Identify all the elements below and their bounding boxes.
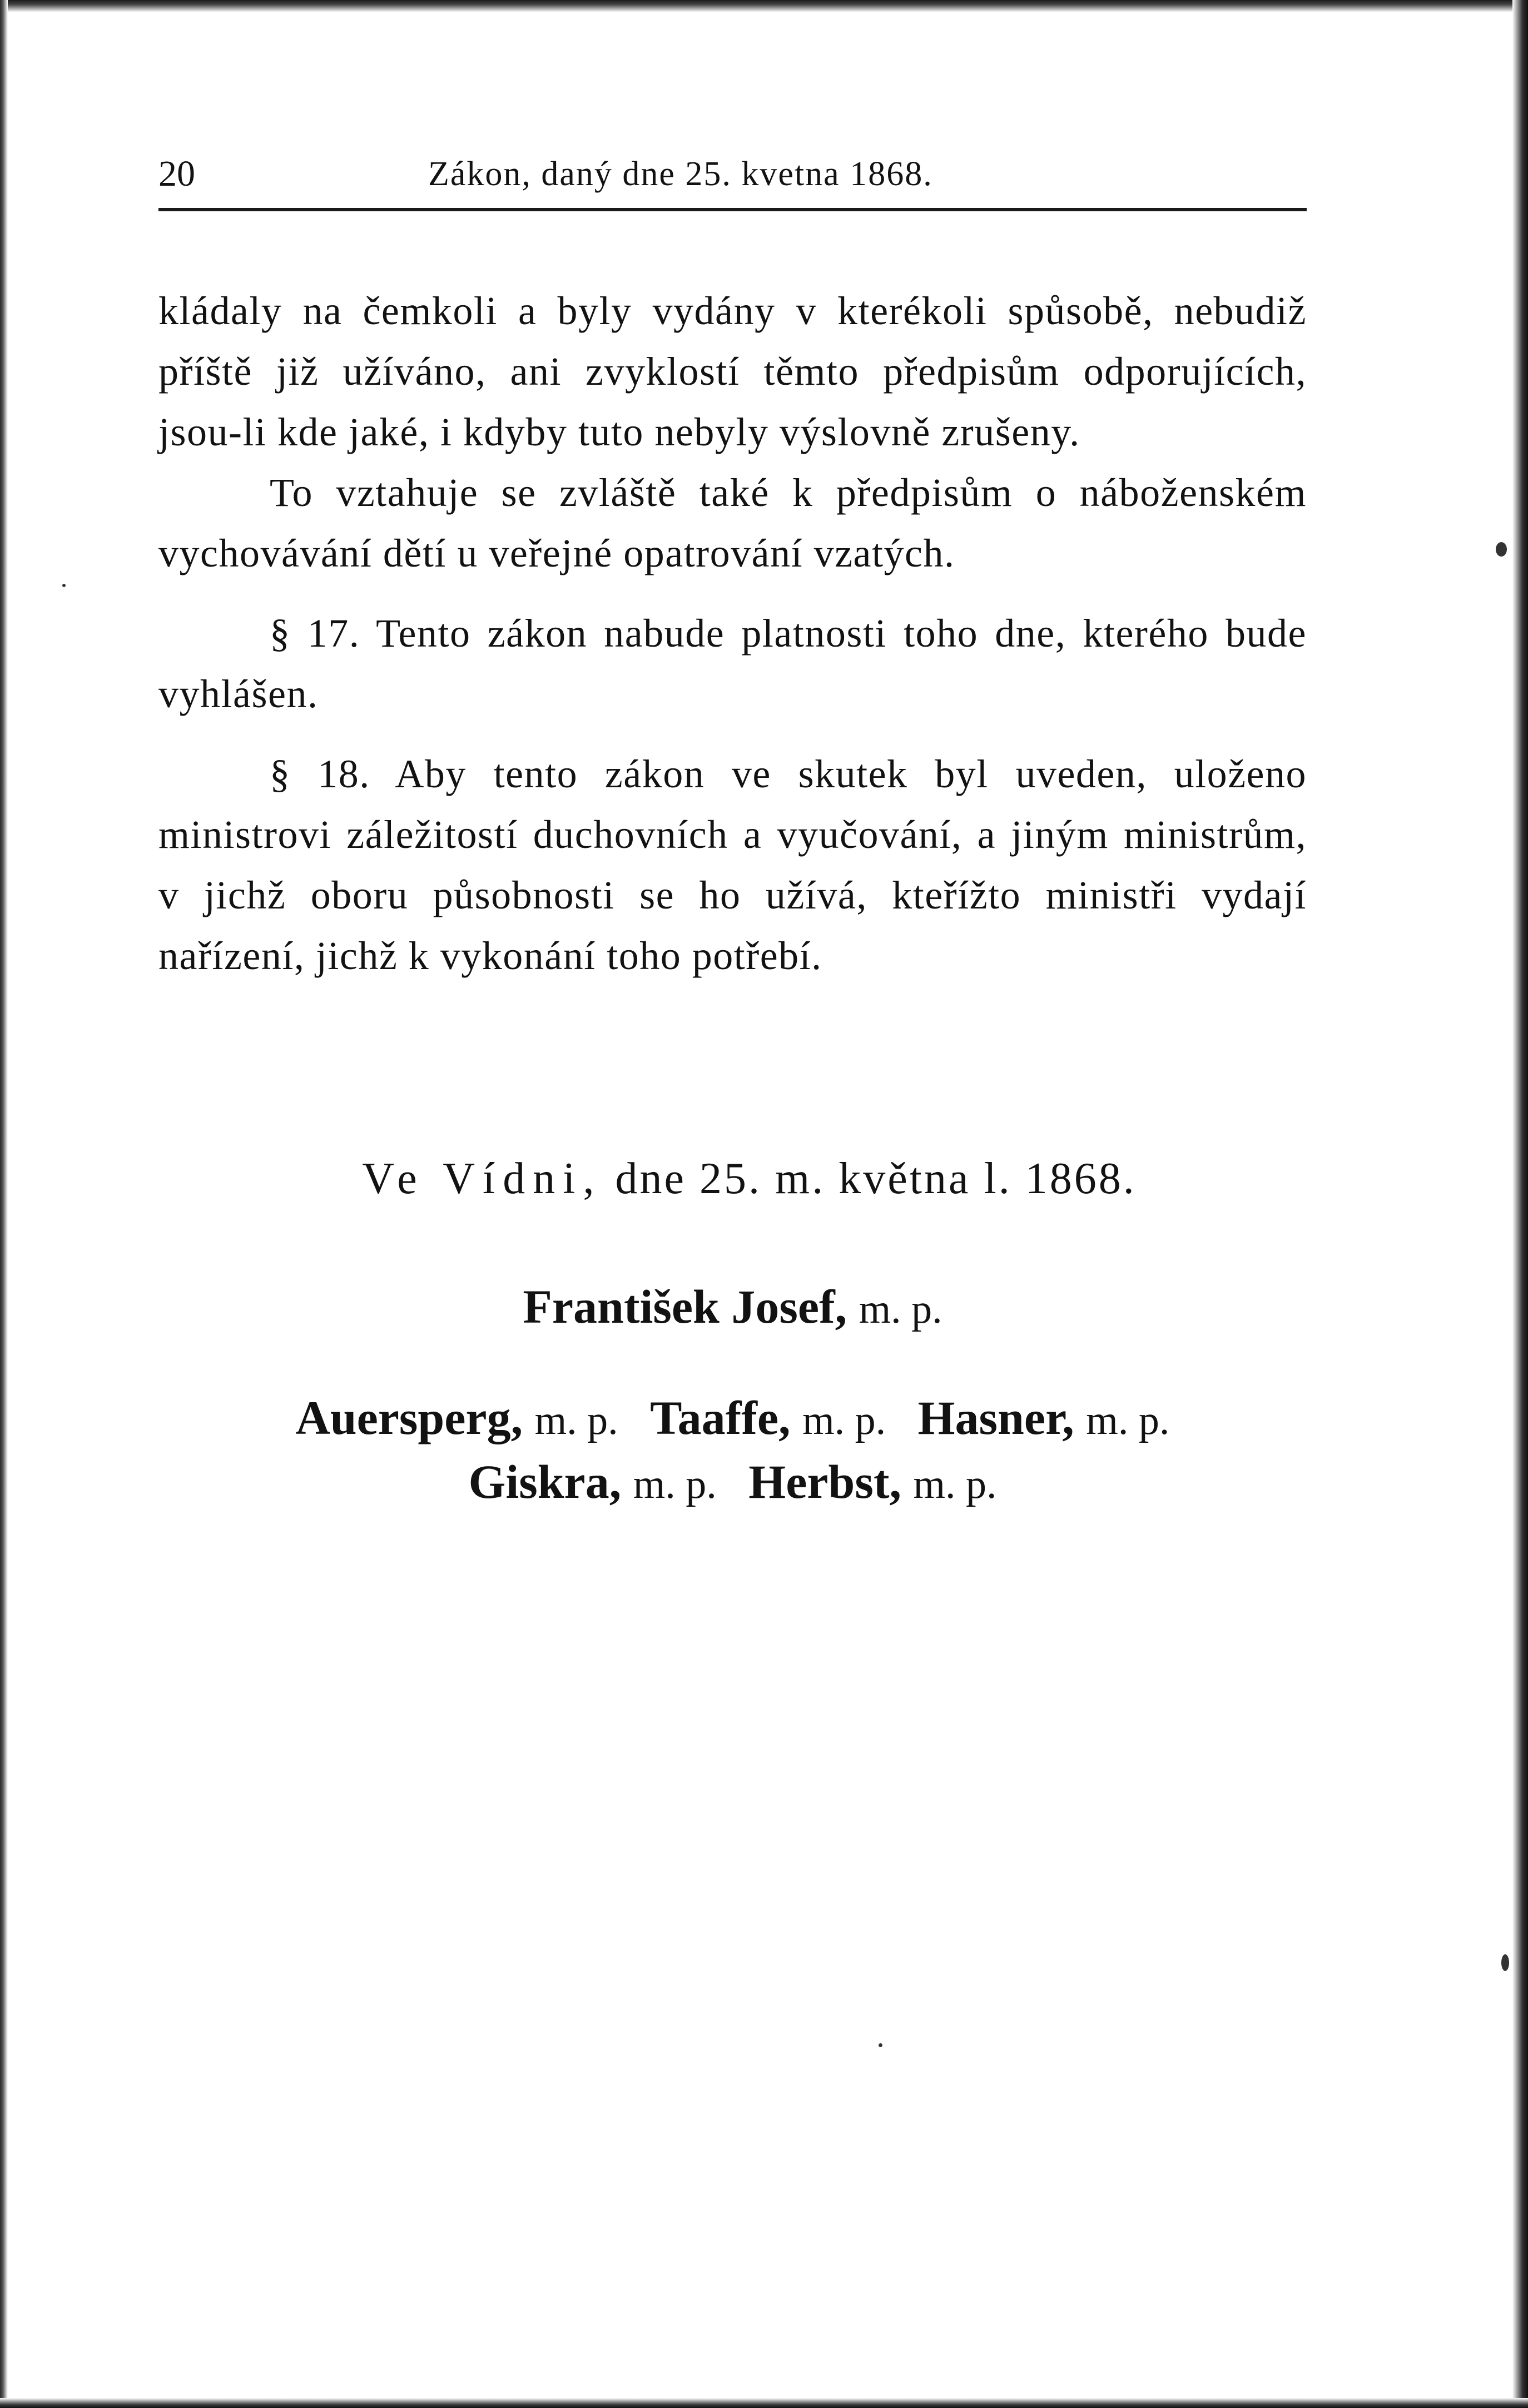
minister-mp: m. p.: [633, 1462, 717, 1507]
date-text: dne 25. m. května l. 1868.: [615, 1154, 1137, 1203]
scan-edge-right: [1512, 0, 1528, 2408]
paragraph-continuation: kládaly na čemkoli a byly vydány v kterékoli spůsobě, nebudiž příště již užíváno, ani zvyklostí těmto předpisům odporujících, jsou-li kde jaké, i kdyby tuto nebyly výslovně zrušeny.: [158, 289, 1307, 454]
scan-edge-top: [0, 0, 1528, 12]
paragraph-religious-education: To vztahuje se zvláště také k předpisům o náboženském vychovávání dětí u veřejné opatrování vzatých.: [158, 470, 1307, 575]
minister-name: Hasner,: [917, 1391, 1074, 1444]
minister-name: Giskra,: [468, 1455, 622, 1508]
place-date-line: [158, 1148, 1307, 1209]
running-title: Zákon, daný dne 25. kvetna 1868.: [428, 155, 933, 193]
ministers-row-2: [158, 1451, 1307, 1515]
header-rule: [158, 208, 1307, 211]
scan-edge-left: [0, 0, 8, 2408]
minister-name: Herbst,: [748, 1455, 901, 1508]
emperor-mp: m. p.: [859, 1287, 942, 1332]
minister-name: Auersperg,: [295, 1391, 523, 1444]
minister-mp: m. p.: [1086, 1398, 1170, 1443]
scan-speck: [62, 584, 66, 587]
body-text: [158, 281, 1307, 986]
emperor-name: František Josef,: [523, 1280, 847, 1333]
page-number: 20: [158, 153, 195, 194]
minister-signature: [296, 1391, 630, 1444]
minister-signature: [650, 1391, 897, 1444]
scan-speck: [1496, 542, 1507, 557]
minister-mp: m. p.: [534, 1398, 618, 1443]
minister-signature: [918, 1391, 1170, 1444]
paragraph-section-18: § 18. Aby tento zákon ve skutek byl uveden, uloženo ministrovi záležitostí duchovních a vyučování, a jiným ministrům, v jichž oboru působnosti se ho užívá, kteřížto ministři vydají nařízení, jichž k vykonání toho potřebí.: [158, 752, 1307, 978]
emperor-signature: [158, 1276, 1307, 1340]
scan-edge-bottom: [0, 2398, 1528, 2408]
minister-mp: m. p.: [802, 1398, 886, 1443]
paragraph-section-17: § 17. Tento zákon nabude platnosti toho dne, kterého bude vyhlášen.: [158, 611, 1307, 716]
minister-signature: [468, 1455, 728, 1508]
ministers-row-1: [158, 1387, 1307, 1451]
closing-block: [158, 1148, 1307, 1515]
place-name: Ve Vídni,: [362, 1154, 602, 1203]
scan-speck: [1501, 1954, 1509, 1971]
minister-name: Taaffe,: [650, 1391, 791, 1444]
minister-signature: [748, 1455, 996, 1508]
running-header: [158, 149, 1307, 199]
scan-speck: [879, 2043, 882, 2047]
minister-mp: m. p.: [913, 1462, 997, 1507]
